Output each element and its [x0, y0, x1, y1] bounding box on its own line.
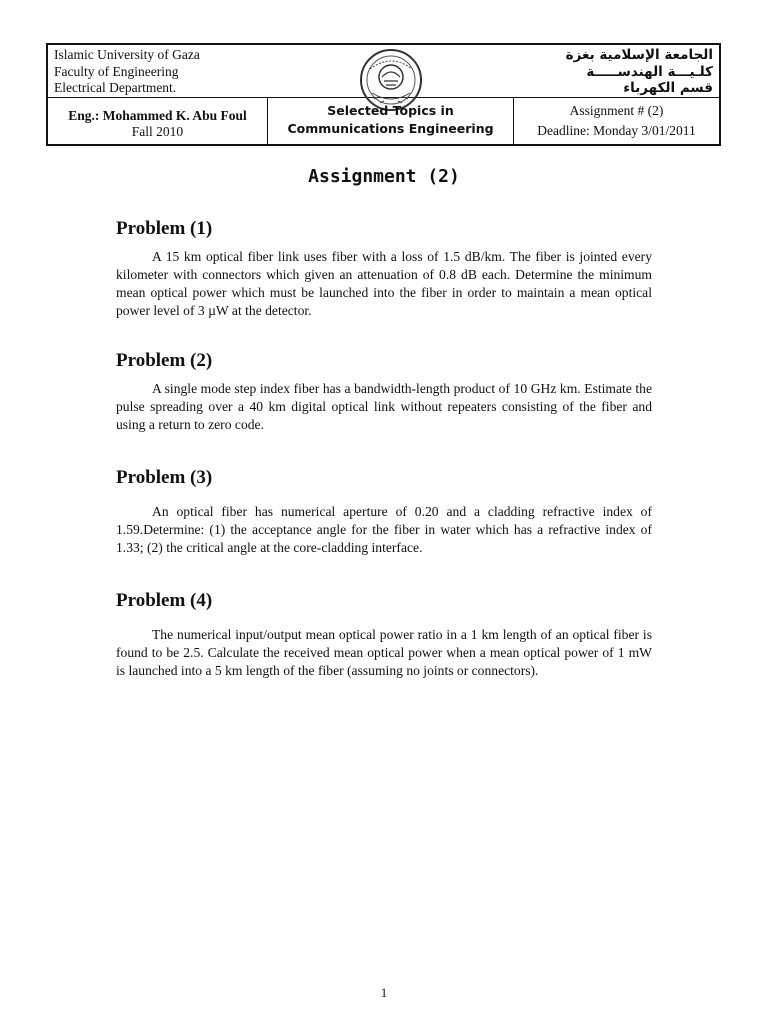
problem-text: An optical fiber has numerical aperture of 0.20 and a cladding refractive index of 1.59.Determine: (1) the acceptance angle for the fiber in water which has a refractive index of 1.33; (2) the critical angle at the core-cladding interface. [116, 504, 652, 555]
faculty-name-en: Faculty of Engineering [54, 63, 179, 79]
document-header [46, 43, 721, 146]
problem-heading: Problem (1) [116, 218, 213, 239]
faculty-name-ar: كلـيـــة الهندســـــة [586, 63, 713, 80]
university-name-ar: الجامعة الإسلامية بغزة [565, 47, 713, 63]
instructor-cell [48, 98, 268, 146]
header-bottom-row [48, 98, 719, 146]
university-name-en: Islamic University of Gaza [54, 47, 200, 62]
problem-text: A single mode step index fiber has a bandwidth-length product of 10 GHz km. Estimate the pulse spreading over a 40 km digital optical link without repeaters consisting of the fiber and using a return to zero code. [116, 381, 652, 432]
deadline: Deadline: Monday 3/01/2011 [537, 123, 696, 138]
department-name-ar: قسم الكهرباء [623, 80, 713, 96]
english-institution-block [54, 47, 200, 97]
department-name-en: Electrical Department. [54, 80, 177, 95]
problem-text: A 15 km optical fiber link uses fiber with a loss of 1.5 dB/km. The fiber is jointed every kilometer with connectors which given an attenuation of 0.8 dB each. Determine the minimum mean optical power which must be launched into the fiber in order to maintain a mean optical power level of 3 µW at the detector. [116, 249, 652, 318]
semester: Fall 2010 [131, 124, 184, 139]
course-title-cell [268, 98, 513, 146]
problem-section [116, 467, 652, 557]
assignment-info-cell [513, 98, 719, 146]
problem-heading: Problem (3) [116, 467, 213, 488]
course-title-line1: Selected Topics in [327, 103, 454, 118]
problem-heading: Problem (4) [116, 590, 213, 611]
problem-section [116, 350, 652, 434]
problem-section [116, 218, 652, 320]
page-number: 1 [380, 985, 388, 1000]
problem-heading: Problem (2) [116, 350, 213, 371]
document-title: Assignment (2) [308, 166, 460, 187]
assignment-number: Assignment # (2) [569, 103, 664, 118]
arabic-institution-block [566, 47, 713, 97]
header-top-row [48, 45, 719, 98]
problem-section [116, 590, 652, 680]
course-title-line2: Communications Engineering [287, 121, 494, 136]
instructor-name: Eng.: Mohammed K. Abu Foul [68, 108, 247, 123]
problem-text: The numerical input/output mean optical power ratio in a 1 km length of an optical fiber is found to be 2.5. Calculate the received mean optical power when a mean optical power of 1 mW is launched into a 5 km length of the fiber (assuming no joints or connectors). [116, 627, 652, 678]
